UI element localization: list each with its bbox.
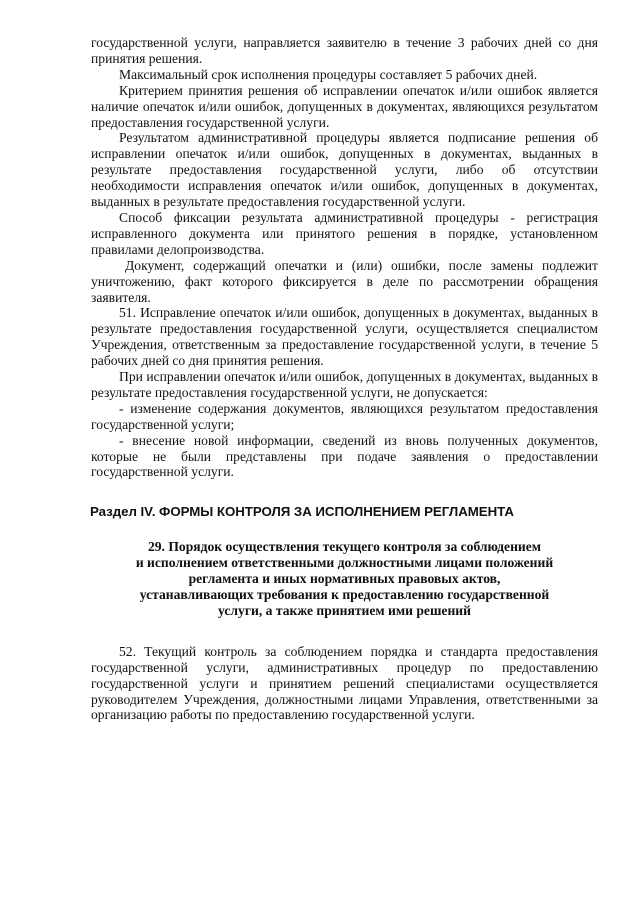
subsection-title-line: 29. Порядок осуществления текущего контроля за соблюдением bbox=[147, 539, 542, 555]
subsection-title-line: услуги, а также принятием ими решений bbox=[218, 602, 471, 618]
paragraph-procedure-result: Результатом административной процедуры является подписание решения об исправлении опечаток и/или ошибок, допущенных в документах, выданных в результате предоставления государственной услуги, либо об отсутствии необходимости исправления опечаток и/или ошибок, допущенных в документах, выданных в результате предоставления государственной услуги. bbox=[91, 130, 598, 210]
section-title: Раздел IV. ФОРМЫ КОНТРОЛЯ ЗА ИСПОЛНЕНИЕМ РЕГЛАМЕНТА bbox=[90, 504, 514, 520]
paragraph-not-allowed: При исправлении опечаток и/или ошибок, допущенных в документах, выданных в результате предоставления государственной услуги, не допускается: bbox=[91, 369, 598, 400]
subsection-title-line: устанавливающих требования к предоставлению государственной bbox=[139, 587, 550, 602]
list-item-content-change: - изменение содержания документов, являющихся результатом предоставления государственной услуги; bbox=[91, 400, 598, 432]
subsection-title-line: и исполнением ответственными должностными лицами положений bbox=[135, 555, 554, 571]
paragraph-max-duration: Максимальный срок исполнения процедуры составляет 5 рабочих дней. bbox=[119, 66, 538, 82]
subsection-title bbox=[91, 539, 598, 619]
paragraph-continuation: государственной услуги, направляется заявителю в течение 3 рабочих дней со дня принятия решения. bbox=[91, 35, 598, 66]
paragraph-item-51: 51. Исправление опечаток и/или ошибок, допущенных в документах, выданных в результате предоставления государственной услуги, осуществляется специалистом Учреждения, ответственным за предоставление государственной услуги, в течение 5 рабочих дней со дня принятия решения. bbox=[91, 305, 598, 369]
paragraph-document-destruction: Документ, содержащий опечатки и (или) ошибки, после замены подлежит уничтожению, факт которого фиксируется в деле по рассмотрении обращения заявителя. bbox=[91, 257, 598, 305]
list-item-new-information: - внесение новой информации, сведений из вновь полученных документов, которые не были представлены при подаче заявления о предоставлении государственной услуги. bbox=[91, 432, 598, 480]
paragraph-decision-criterion: Критерием принятия решения об исправлении опечаток и/или ошибок является наличие опечаток и/или ошибок, допущенных в документах, являющихся результатом предоставления государственной услуги. bbox=[91, 82, 598, 130]
paragraph-item-52: 52. Текущий контроль за соблюдением порядка и стандарта предоставления государственной услуги, административных процедур по предоставлению государственной услуги и принятием решений специалистами осуществляется руководителем Учреждения, должностными лицами Управления, ответственными за организацию работы по предоставлению государственной услуги. bbox=[91, 643, 598, 723]
paragraph-result-recording: Способ фиксации результата административной процедуры - регистрация исправленного документа или принятого решения в порядке, установленном правилами делопроизводства. bbox=[91, 209, 598, 257]
subsection-title-line: регламента и иных нормативных правовых актов, bbox=[188, 571, 501, 587]
